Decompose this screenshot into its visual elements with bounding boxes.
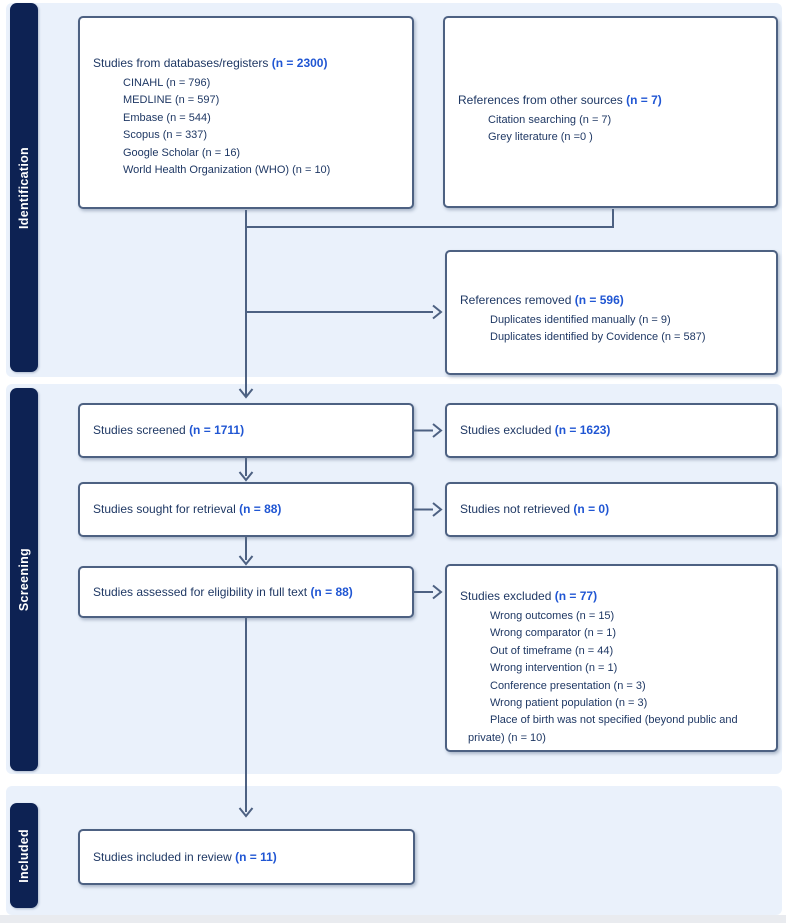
box-sought-title bbox=[93, 501, 281, 518]
box-included-count: (n = 11) bbox=[235, 849, 277, 864]
box-included-label: Studies included in review bbox=[93, 849, 236, 864]
box-references-removed-label: References removed bbox=[460, 293, 575, 307]
box-sought-count: (n = 88) bbox=[239, 502, 282, 516]
list-item: Google Scholar (n = 16) bbox=[123, 146, 241, 159]
box-excluded-fulltext-label: Studies excluded bbox=[460, 589, 555, 603]
box-excluded-fulltext-title bbox=[460, 588, 766, 605]
box-not-retrieved bbox=[445, 482, 778, 537]
list-item: Scopus (n = 337) bbox=[123, 129, 208, 142]
box-other-sources bbox=[443, 16, 778, 208]
box-screened-title bbox=[93, 422, 244, 439]
list-item: Place of birth was not specified (beyond public and private) (n = 10) bbox=[468, 714, 738, 744]
box-not-retrieved-label: Studies not retrieved bbox=[460, 502, 574, 516]
box-excluded-fulltext-count: (n = 77) bbox=[554, 589, 598, 603]
box-databases bbox=[78, 16, 414, 209]
box-references-removed bbox=[445, 250, 778, 375]
box-references-removed-title bbox=[460, 292, 766, 309]
box-screened-label: Studies screened bbox=[93, 423, 190, 437]
box-not-retrieved-title bbox=[460, 501, 609, 518]
list-item: Duplicates identified manually (n = 9) bbox=[490, 314, 671, 326]
page-edge bbox=[0, 915, 786, 923]
stage-label-identification: Identification bbox=[17, 146, 31, 229]
sidebar-stage-screening bbox=[10, 388, 38, 771]
box-other-sources-label: References from other sources bbox=[458, 93, 627, 107]
box-assessed-label: Studies assessed for eligibility in full text bbox=[93, 584, 311, 599]
stage-label-screening: Screening bbox=[17, 547, 31, 612]
box-databases-count: (n = 2300) bbox=[271, 56, 328, 70]
box-other-sources-count: (n = 7) bbox=[626, 93, 662, 107]
stage-label-included: Included bbox=[17, 828, 31, 883]
list-item: Wrong outcomes (n = 15) bbox=[490, 610, 615, 622]
box-included bbox=[78, 829, 415, 885]
list-item: Wrong comparator (n = 1) bbox=[490, 627, 617, 640]
list-item: Wrong intervention (n = 1) bbox=[490, 662, 618, 675]
box-not-retrieved-count: (n = 0) bbox=[573, 502, 610, 516]
list-item: Wrong patient population (n = 3) bbox=[490, 697, 648, 710]
box-screened-count: (n = 1711) bbox=[189, 423, 245, 437]
box-excluded-fulltext-items bbox=[460, 608, 766, 747]
list-item: Conference presentation (n = 3) bbox=[490, 679, 646, 692]
box-screened bbox=[78, 403, 414, 458]
box-assessed-count: (n = 88) bbox=[310, 584, 353, 599]
box-other-sources-title bbox=[458, 92, 766, 109]
box-other-sources-items bbox=[458, 112, 766, 147]
box-excluded-screening-count: (n = 1623) bbox=[554, 423, 611, 437]
box-sought bbox=[78, 482, 414, 537]
box-assessed-title bbox=[93, 584, 353, 601]
list-item: CINAHL (n = 796) bbox=[123, 77, 211, 89]
box-excluded-screening-label: Studies excluded bbox=[460, 423, 555, 437]
box-databases-title bbox=[93, 55, 402, 72]
box-references-removed-items bbox=[460, 312, 766, 347]
list-item: Citation searching (n = 7) bbox=[488, 114, 612, 126]
box-references-removed-count: (n = 596) bbox=[574, 293, 624, 307]
box-databases-items bbox=[93, 75, 402, 179]
list-item: MEDLINE (n = 597) bbox=[123, 94, 220, 107]
box-databases-label: Studies from databases/registers bbox=[93, 56, 272, 70]
sidebar-stage-identification bbox=[10, 3, 38, 372]
box-excluded-screening-title bbox=[460, 422, 610, 439]
box-included-title bbox=[93, 849, 277, 866]
list-item: Out of timeframe (n = 44) bbox=[490, 644, 614, 657]
list-item: World Health Organization (WHO) (n = 10) bbox=[123, 164, 331, 177]
box-sought-label: Studies sought for retrieval bbox=[93, 502, 240, 516]
list-item: Embase (n = 544) bbox=[123, 111, 211, 124]
box-excluded-screening bbox=[445, 403, 778, 458]
list-item: Duplicates identified by Covidence (n = 587) bbox=[490, 331, 706, 344]
list-item: Grey literature (n =0 ) bbox=[488, 131, 593, 144]
box-excluded-fulltext bbox=[445, 564, 778, 752]
box-assessed bbox=[78, 566, 414, 618]
sidebar-stage-included bbox=[10, 803, 38, 908]
